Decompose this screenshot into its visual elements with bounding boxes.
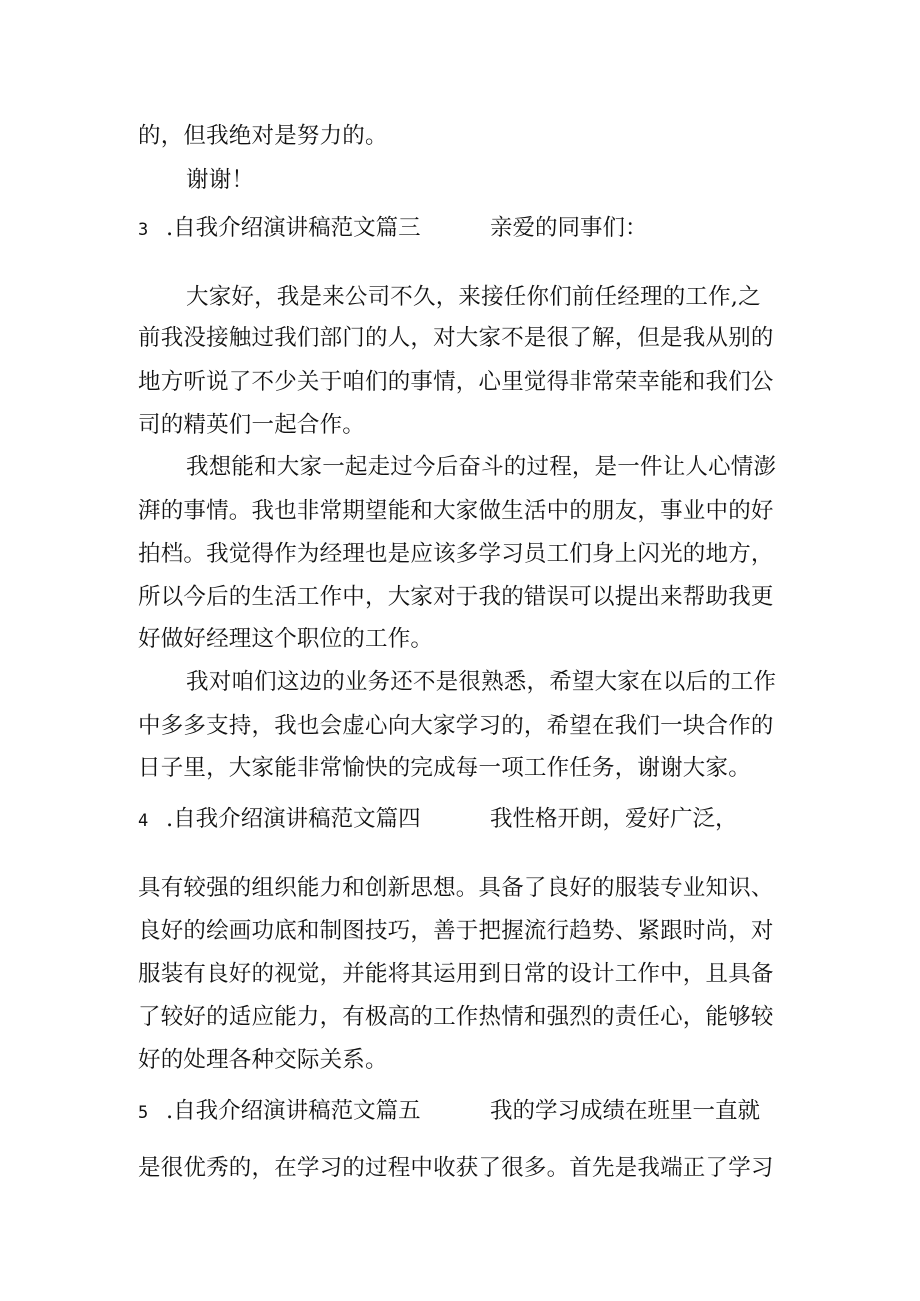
text-line: 了较好的适应能力，有极高的工作热情和强烈的责任心，能够较 (138, 1004, 774, 1030)
text-line: 服装有良好的视觉，并能将其运用到日常的设计工作中，且具备 (138, 961, 774, 987)
section-title: .自我介绍演讲稿范文篇五 (166, 1098, 421, 1124)
text-line: 司的精英们一起合作。 (138, 412, 366, 438)
text-line: 具有较强的组织能力和创新思想。具备了良好的服装专业知识、 (138, 875, 774, 901)
text-line: 湃的事情。我也非常期望能和大家做生活中的朋友，事业中的好 (138, 498, 774, 524)
text-line: 所以今后的生活工作中，大家对于我的错误可以提出来帮助我更 (138, 584, 774, 610)
section-number: 4 (138, 811, 149, 831)
section-lead-text: 我的学习成绩在班里一直就 (490, 1098, 761, 1124)
text-line: 我想能和大家一起走过今后奋斗的过程，是一件让人心情澎 (186, 454, 777, 480)
section-title: .自我介绍演讲稿范文篇四 (166, 806, 421, 832)
text-line: 是很优秀的，在学习的过程中收获了很多。首先是我端正了学习 (138, 1155, 774, 1181)
text-line: 地方听说了不少关于咱们的事情，心里觉得非常荣幸能和我们公 (138, 369, 774, 395)
section-heading-4 (138, 804, 818, 836)
text-line: 拍档。我觉得作为经理也是应该多学习员工们身上闪光的地方， (138, 541, 774, 567)
text-line: 良好的绘画功底和制图技巧，善于把握流行趋势、紧跟时尚，对 (138, 918, 774, 944)
text-line: 中多多支持，我也会虚心向大家学习的，希望在我们一块合作的 (138, 713, 774, 739)
section-lead-text: 亲爱的同事们： (490, 215, 648, 241)
section-number: 3 (138, 220, 149, 240)
text-line: 我对咱们这边的业务还不是很熟悉，希望大家在以后的工作 (186, 669, 777, 695)
section-heading-5 (138, 1096, 818, 1128)
text-line: 日子里，大家能非常愉快的完成每一项工作任务，谢谢大家。 (138, 755, 751, 781)
text-line: 好做好经理这个职位的工作。 (138, 626, 434, 652)
section-lead-text: 我性格开朗，爱好广泛， (490, 806, 738, 832)
text-line: 好的处理各种交际关系。 (138, 1047, 388, 1073)
text-line: 谢谢！ (186, 167, 255, 193)
text-line: 大家好，我是来公司不久，来接任你们前任经理的工作,之 (186, 284, 761, 310)
section-number: 5 (138, 1103, 149, 1123)
text-line: 前我没接触过我们部门的人，对大家不是很了解，但是我从别的 (138, 325, 774, 351)
section-heading-3 (138, 213, 818, 245)
text-line: 的，但我绝对是努力的。 (138, 123, 388, 149)
section-title: .自我介绍演讲稿范文篇三 (166, 215, 421, 241)
